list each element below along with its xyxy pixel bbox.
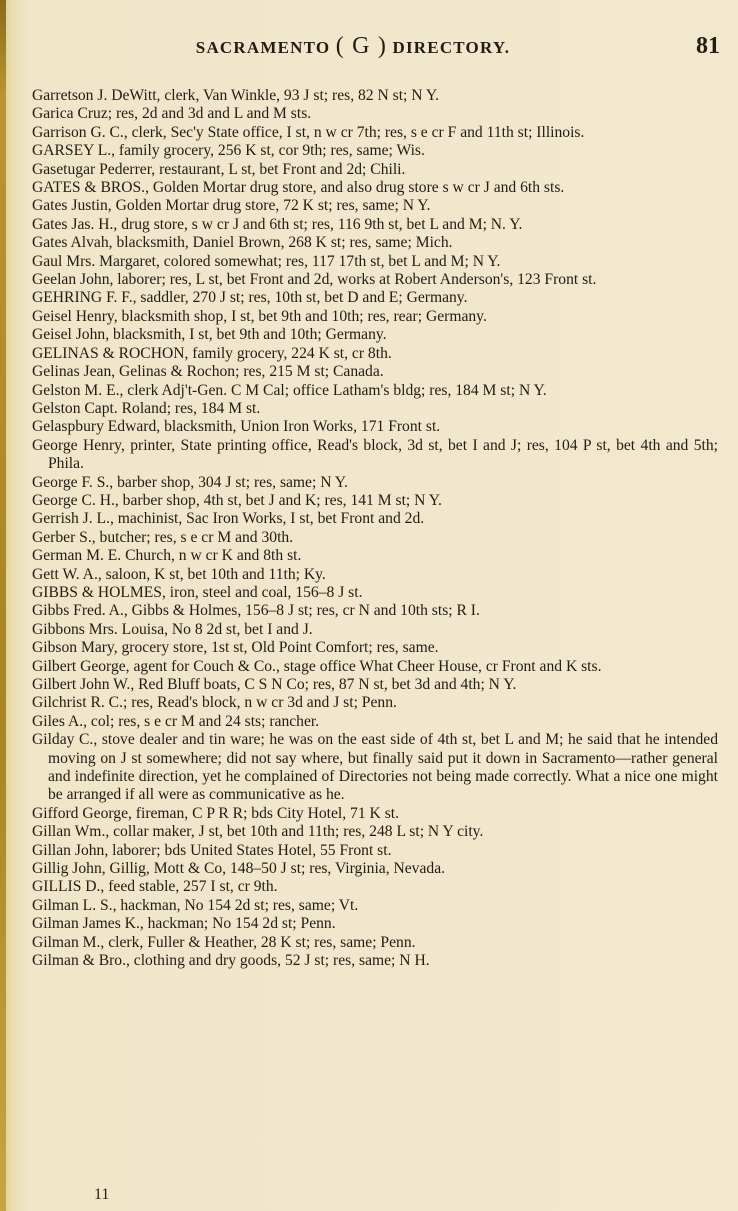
directory-entry: GEHRING F. F., saddler, 270 J st; res, 10th st, bet D and E; Germany. [32, 289, 468, 307]
directory-entry: Gates Justin, Golden Mortar drug store, 72 K st; res, same; N Y. [32, 197, 431, 215]
directory-entry: German M. E. Church, n w cr K and 8th st. [32, 547, 302, 565]
directory-entry: Geisel John, blacksmith, I st, bet 9th and 10th; Germany. [32, 326, 387, 344]
directory-entry: Gerrish J. L., machinist, Sac Iron Works, I st, bet Front and 2d. [32, 510, 425, 528]
page-header [26, 28, 720, 64]
running-head [26, 33, 680, 60]
directory-entry: Garica Cruz; res, 2d and 3d and L and M sts. [32, 105, 312, 123]
directory-entry: Gilchrist R. C.; res, Read's block, n w cr 3d and J st; Penn. [32, 694, 397, 712]
directory-entry: Garrison G. C., clerk, Sec'y State office, I st, n w cr 7th; res, s e cr F and 11th st; Illinois. [32, 123, 585, 141]
directory-entry: Gilman L. S., hackman, No 154 2d st; res, same; Vt. [32, 896, 359, 914]
directory-entry: Gates Jas. H., drug store, s w cr J and 6th st; res, 116 9th st, bet L and M; N. Y. [32, 215, 523, 233]
directory-entry: George C. H., barber shop, 4th st, bet J and K; res, 141 M st; N Y. [32, 491, 442, 509]
directory-entry: Gilman M., clerk, Fuller & Heather, 28 K st; res, same; Penn. [32, 933, 416, 951]
directory-entry: George Henry, printer, State printing office, Read's block, 3d st, bet I and J; res, 104 P st, bet 4th and 5th; Phila. [32, 436, 718, 473]
directory-entry: Garretson J. DeWitt, clerk, Van Winkle, 93 J st; res, 82 N st; N Y. [32, 87, 440, 104]
directory-entry: Gifford George, fireman, C P R R; bds City Hotel, 71 K st. [32, 804, 400, 822]
directory-entry: Gilbert John W., Red Bluff boats, C S N Co; res, 87 N st, bet 3d and 4th; N Y. [32, 676, 517, 693]
directory-entry: Gilday C., stove dealer and tin ware; he was on the east side of 4th st, bet L and M; he said that he intended moving on J st somewhere; did not say where, but finally said put it down in Sacramento—rather general and indefinite direction, yet he complained of Directories not being made correctly. What a nice one might be arranged if all were as communicative as he. [32, 731, 718, 804]
running-head-letter: ( G ) [335, 32, 388, 59]
directory-entry: Gilman James K., hackman; No 154 2d st; Penn. [32, 915, 336, 933]
directory-entry: Gates Alvah, blacksmith, Daniel Brown, 268 K st; res, same; Mich. [32, 234, 453, 252]
directory-entry: Gaul Mrs. Margaret, colored somewhat; res, 117 17th st, bet L and M; N Y. [32, 252, 501, 270]
directory-entry: Gillan John, laborer; bds United States Hotel, 55 Front st. [32, 841, 392, 859]
binding-edge [0, 0, 6, 1211]
directory-entry: Gelston Capt. Roland; res, 184 M st. [32, 399, 261, 417]
directory-entry: GARSEY L., family grocery, 256 K st, cor 9th; res, same; Wis. [32, 142, 425, 160]
directory-entry: GILLIS D., feed stable, 257 I st, cr 9th. [32, 878, 278, 896]
directory-entry: GELINAS & ROCHON, family grocery, 224 K st, cr 8th. [32, 344, 392, 362]
directory-entry: GIBBS & HOLMES, iron, steel and coal, 156–8 J st. [32, 583, 363, 601]
directory-entry: Gilman & Bro., clothing and dry goods, 52 J st; res, same; N H. [32, 952, 430, 970]
directory-entry: Gillig John, Gillig, Mott & Co, 148–50 J st; res, Virginia, Nevada. [32, 860, 446, 878]
directory-entry: Gilbert George, agent for Couch & Co., stage office What Cheer House, cr Front and K sts. [32, 657, 602, 675]
directory-entry: GATES & BROS., Golden Mortar drug store, and also drug store s w cr J and 6th sts. [32, 179, 565, 197]
directory-entry: Geisel Henry, blacksmith shop, I st, bet 9th and 10th; res, rear; Germany. [32, 307, 487, 325]
directory-entries [32, 87, 718, 971]
running-head-right: DIRECTORY. [392, 37, 511, 57]
directory-entry: Gett W. A., saloon, K st, bet 10th and 11th; Ky. [32, 565, 326, 583]
directory-entry: Gelaspbury Edward, blacksmith, Union Iron Works, 171 Front st. [32, 418, 441, 436]
directory-entry: George F. S., barber shop, 304 J st; res, same; N Y. [32, 473, 348, 491]
running-head-left: SACRAMENTO [195, 37, 331, 57]
directory-entry: Geelan John, laborer; res, L st, bet Front and 2d, works at Robert Anderson's, 123 Front st. [32, 271, 597, 289]
directory-entry: Gibson Mary, grocery store, 1st st, Old Point Comfort; res, same. [32, 639, 439, 657]
directory-entry: Gerber S., butcher; res, s e cr M and 30th. [32, 528, 294, 546]
directory-entry: Gillan Wm., collar maker, J st, bet 10th and 11th; res, 248 L st; N Y city. [32, 823, 484, 841]
directory-entry: Gasetugar Pederrer, restaurant, L st, bet Front and 2d; Chili. [32, 160, 406, 178]
directory-entry: Gelston M. E., clerk Adj't-Gen. C M Cal; office Latham's bldg; res, 184 M st; N Y. [32, 381, 547, 399]
signature-mark: 11 [94, 1186, 110, 1203]
directory-entry: Gibbons Mrs. Louisa, No 8 2d st, bet I and J. [32, 620, 313, 638]
directory-entry: Gelinas Jean, Gelinas & Rochon; res, 215 M st; Canada. [32, 363, 384, 381]
page-number: 81 [696, 32, 720, 59]
directory-entry: Gibbs Fred. A., Gibbs & Holmes, 156–8 J st; res, cr N and 10th sts; R I. [32, 602, 480, 620]
directory-entry: Giles A., col; res, s e cr M and 24 sts; rancher. [32, 712, 320, 730]
